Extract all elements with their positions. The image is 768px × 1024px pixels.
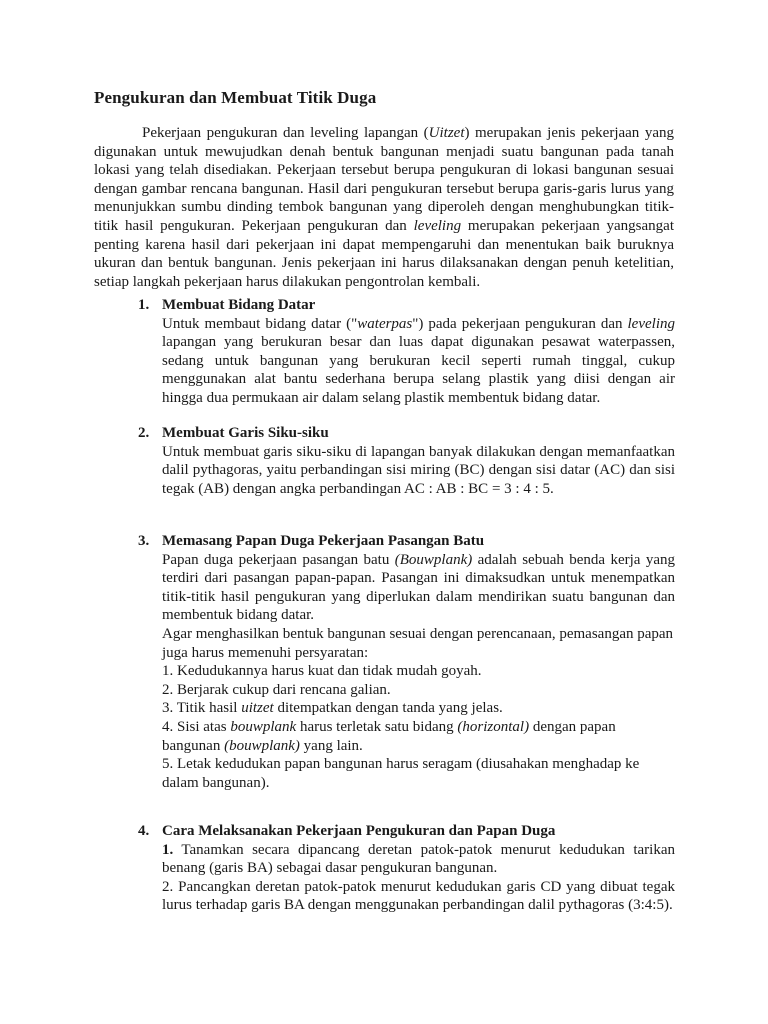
section-4 bbox=[138, 822, 675, 915]
section-1-text bbox=[162, 315, 675, 408]
step-2: 2. Pancangkan deretan patok-patok menurut kedudukan garis CD yang dibuat tegak lurus terhadap garis BA dengan menggunakan perbandingan dalil pythagoras (3:4:5). bbox=[162, 878, 675, 914]
section-1 bbox=[138, 296, 675, 408]
requirement-4-italic-1: bouwplank bbox=[230, 718, 297, 735]
requirement-4-b: harus terletak satu bidang bbox=[296, 718, 458, 735]
section-1-text-c: lapangan yang berukuran besar dan luas dapat digunakan pesawat waterpassen, sedang untuk bangunan yang berukuran kecil seperti rumah tinggal, cukup menggunakan alat bantu sederhana berupa selang plastik yang diisi dengan air hingga dua permukaan air dalam selang plastik membentuk bidang datar. bbox=[162, 334, 675, 406]
step-1 bbox=[162, 841, 675, 878]
section-1-text-b: ") pada pekerjaan pengukuran dan bbox=[412, 315, 628, 332]
section-4-number: 4. bbox=[138, 823, 150, 839]
section-2-heading: Membuat Garis Siku-siku bbox=[162, 425, 329, 441]
intro-paragraph bbox=[94, 124, 674, 291]
requirement-1: 1. Kedudukannya harus kuat dan tidak mudah goyah. bbox=[162, 663, 482, 680]
requirement-4-italic-3: (bouwplank) bbox=[224, 737, 300, 754]
requirement-4-italic-2: (horizontal) bbox=[457, 718, 530, 735]
requirement-4 bbox=[162, 718, 675, 755]
section-1-number: 1. bbox=[138, 297, 150, 313]
intro-text-3: merupakan pekerjaan yangsangat penting karena hasil dari pekerjaan ini dapat mempengaruhi dan menentukan baik buruknya ukuran dan bentuk bangunan. Jenis pekerjaan ini harus dilaksanakan dengan penuh ketelitian, setiap langkah pekerjaan harus dilakukan pengontrolan kembali. bbox=[94, 217, 674, 290]
requirement-5: 5. Letak kedudukan papan bangunan harus seragam (diusahakan menghadap ke dalam bangunan). bbox=[162, 756, 640, 791]
section-3-text bbox=[162, 551, 675, 625]
requirement-3-a: 3. Titik hasil bbox=[162, 700, 242, 717]
section-3-text-b: adalah sebuah benda kerja yang terdiri dari pasangan papan-papan. Pasangan ini dimaksudkan untuk menempatkan titik-titik hasil pengukuran yang diperlukan dalam mendirikan suatu bangunan dan membentuk bidang datar. bbox=[162, 551, 676, 624]
section-1-italic-waterpas: waterpas bbox=[357, 315, 413, 332]
section-1-heading: Membuat Bidang Datar bbox=[162, 297, 316, 313]
section-3-heading: Memasang Papan Duga Pekerjaan Pasangan Batu bbox=[162, 533, 485, 549]
section-2-text: Untuk membuat garis siku-siku di lapangan banyak dilakukan dengan memanfaatkan dalil pythagoras, yaitu perbandingan sisi miring (BC) dengan sisi datar (AC) dan sisi tegak (AB) dengan angka perbandingan AC : AB : BC = 3 : 4 : 5. bbox=[162, 443, 675, 497]
section-2 bbox=[138, 424, 675, 498]
requirement-3 bbox=[162, 699, 675, 718]
requirement-3-italic: uitzet bbox=[241, 700, 274, 717]
intro-text-2: ) merupakan jenis pekerjaan yang digunakan untuk mewujudkan denah bentuk bangunan menjadi suatu bangunan pada tanah lokasi yang telah disediakan. Pekerjaan tersebut berupa pengukuran di lokasi bangunan sesuai dengan gambar rencana bangunan. Hasil dari pengukuran tersebut berupa garis-garis lurus yang menunjukkan sumbu dinding tembok bangunan yang diperoleh dengan menghubungkan titik-titik hasil pengukuran. Pekerjaan pengukuran dan bbox=[94, 125, 674, 234]
section-2-number: 2. bbox=[138, 425, 150, 441]
requirement-3-b: ditempatkan dengan tanda yang jelas. bbox=[273, 700, 503, 717]
requirement-4-a: 4. Sisi atas bbox=[162, 718, 231, 735]
requirement-4-d: yang lain. bbox=[299, 737, 363, 754]
document-title: Pengukuran dan Membuat Titik Duga bbox=[94, 88, 377, 107]
section-3 bbox=[138, 532, 675, 792]
step-1-number: 1. bbox=[162, 841, 174, 858]
step-1-text: Tanamkan secara dipancang deretan patok-patok menurut kedudukan tarikan benang (garis BA) sebagai dasar pengukuran bangunan. bbox=[162, 841, 675, 877]
requirement-4-c: dengan papan bangunan bbox=[162, 718, 616, 754]
section-3-requirements-intro: Agar menghasilkan bentuk bangunan sesuai dengan perencanaan, pemasangan papan juga harus memenuhi persyaratan: bbox=[162, 625, 674, 661]
section-3-number: 3. bbox=[138, 533, 150, 549]
intro-italic-uitzet: Uitzet bbox=[428, 125, 465, 141]
requirement-2: 2. Berjarak cukup dari rencana galian. bbox=[162, 681, 391, 698]
intro-italic-leveling: leveling bbox=[413, 217, 462, 234]
intro-text-1: Pekerjaan pengukuran dan leveling lapangan ( bbox=[142, 125, 429, 141]
section-3-italic-bouwplank: (Bouwplank) bbox=[394, 551, 473, 568]
section-1-italic-leveling: leveling bbox=[627, 315, 675, 332]
section-3-text-a: Papan duga pekerjaan pasangan batu bbox=[162, 551, 395, 568]
section-1-text-a: Untuk membaut bidang datar (" bbox=[162, 315, 358, 332]
section-4-heading: Cara Melaksanakan Pekerjaan Pengukuran dan Papan Duga bbox=[162, 823, 556, 839]
